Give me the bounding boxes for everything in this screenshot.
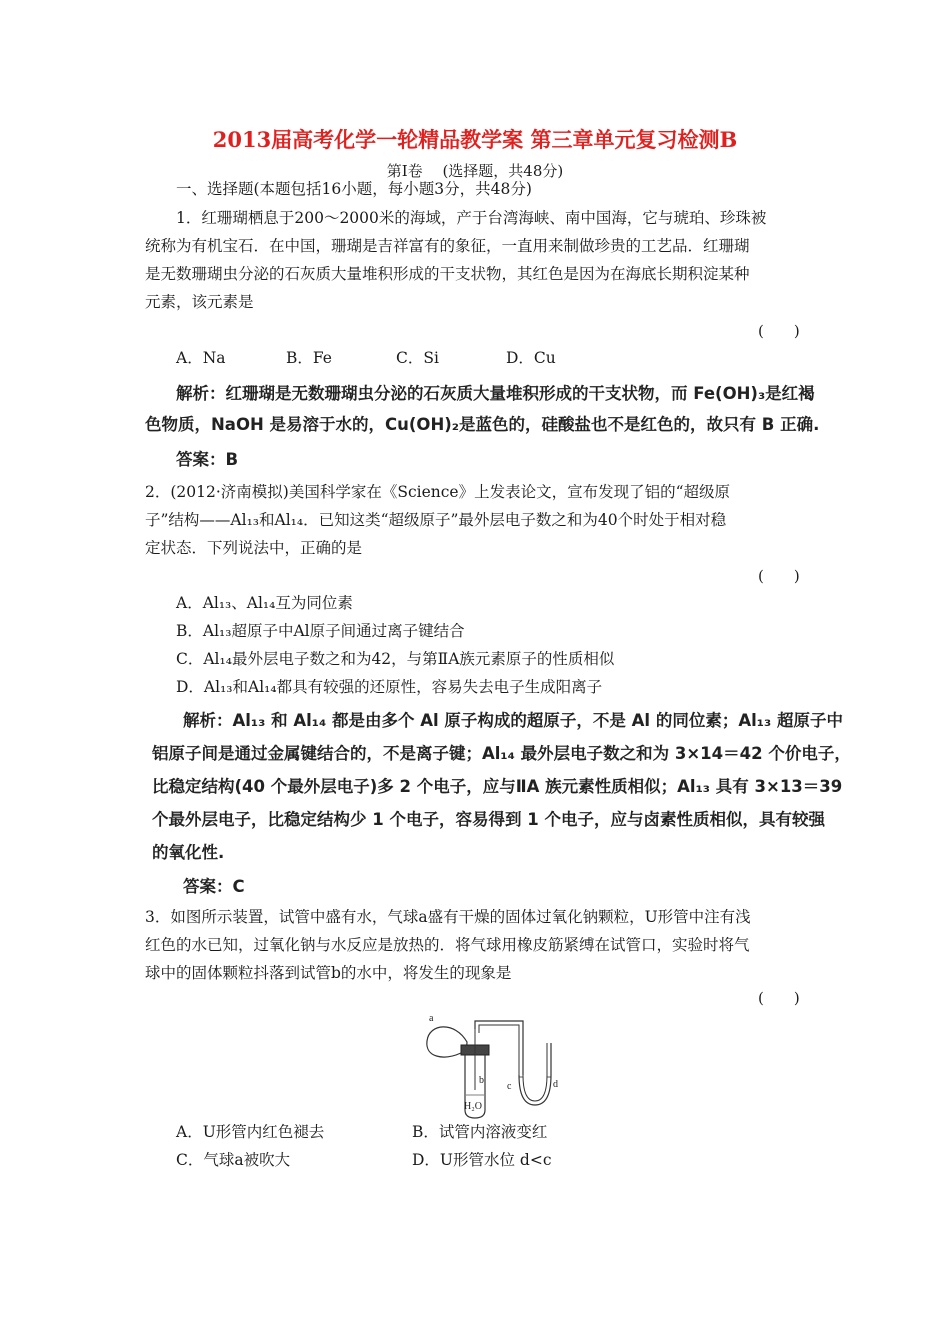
u-tube bbox=[519, 1043, 551, 1105]
question-2-line: 2．(2012·济南模拟)美国科学家在《Science》上发表论文，宣布发现了铝的“超级原 bbox=[145, 483, 731, 501]
analysis-line: 铝原子间是通过金属键结合的，不是离子键；Al₁₄ 最外层电子数之和为 3×14＝42 个价电子， bbox=[152, 744, 851, 763]
volume-heading: 第Ⅰ卷 (选择题，共48分) bbox=[386, 162, 564, 180]
question-2-line: 定状态．下列说法中，正确的是 bbox=[145, 539, 363, 557]
answer-text: 答案：B bbox=[176, 450, 239, 469]
question-1-line: 1．红珊瑚栖息于200～2000米的海域，产于台湾海峡、南中国海，它与琥珀、珍珠被 bbox=[176, 209, 767, 227]
option-d: D．U形管水位 d<c bbox=[412, 1151, 552, 1169]
answer-text: 答案：C bbox=[183, 877, 245, 896]
label-a: a bbox=[429, 1015, 434, 1024]
analysis-line: 个最外层电子，比稳定结构少 1 个电子，容易得到 1 个电子，应与卤素性质相似，具有较强 bbox=[152, 810, 825, 829]
option-a: A．U形管内红色褪去 bbox=[176, 1123, 325, 1141]
option-d: D．Al₁₃和Al₁₄都具有较强的还原性，容易失去电子生成阳离子 bbox=[176, 678, 603, 696]
option-b: B．试管内溶液变红 bbox=[412, 1123, 548, 1141]
apparatus-diagram bbox=[415, 1015, 575, 1120]
answer-paren: ( ) bbox=[758, 322, 800, 340]
analysis-line: 比稳定结构(40 个最外层电子)多 2 个电子，应与ⅡA 族元素性质相似；Al₁₃ 具有 3×13＝39 bbox=[152, 777, 843, 796]
label-c: c bbox=[507, 1081, 512, 1092]
option-a: A．Na bbox=[176, 349, 226, 367]
question-1-line: 统称为有机宝石．在中国，珊瑚是吉祥富有的象征，一直用来制做珍贵的工艺品．红珊瑚 bbox=[145, 237, 750, 255]
analysis-line: 解析：Al₁₃ 和 Al₁₄ 都是由多个 Al 原子构成的超原子，不是 Al 的同位素；Al₁₃ 超原子中 bbox=[183, 711, 843, 730]
label-b: b bbox=[479, 1075, 484, 1086]
section-heading: 一、选择题(本题包括16小题，每小题3分，共48分) bbox=[176, 180, 532, 198]
option-b: B．Fe bbox=[286, 349, 332, 367]
option-c: C．Si bbox=[396, 349, 439, 367]
document-title: 2013届高考化学一轮精品教学案 第三章单元复习检测B bbox=[212, 127, 738, 152]
question-1-line: 元素，该元素是 bbox=[145, 293, 254, 311]
question-3-line: 红色的水已知，过氧化钠与水反应是放热的．将气球用橡皮筋紧缚在试管口，实验时将气 bbox=[145, 936, 750, 954]
option-c: C．Al₁₄最外层电子数之和为42，与第ⅡA族元素原子的性质相似 bbox=[176, 650, 615, 668]
question-3-line: 球中的固体颗粒抖落到试管b的水中，将发生的现象是 bbox=[145, 964, 512, 982]
analysis-line: 的氧化性. bbox=[152, 843, 225, 862]
question-1-line: 是无数珊瑚虫分泌的石灰质大量堆积形成的干支状物，其红色是因为在海底长期积淀某种 bbox=[145, 265, 750, 283]
question-2-line: 子”结构——Al₁₃和Al₁₄．已知这类“超级原子”最外层电子数之和为40个时处于相对稳 bbox=[145, 511, 727, 529]
option-b: B．Al₁₃超原子中Al原子间通过离子键结合 bbox=[176, 622, 465, 640]
answer-paren: ( ) bbox=[758, 567, 800, 585]
answer-paren: ( ) bbox=[758, 989, 800, 1007]
analysis-line: 色物质，NaOH 是易溶于水的，Cu(OH)₂是蓝色的，硅酸盐也不是红色的，故只有 B 正确. bbox=[145, 415, 820, 434]
question-3-line: 3．如图所示装置，试管中盛有水，气球a盛有干燥的固体过氧化钠颗粒，U形管中注有浅 bbox=[145, 908, 751, 926]
option-a: A．Al₁₃、Al₁₄互为同位素 bbox=[176, 594, 353, 612]
label-d: d bbox=[553, 1079, 558, 1090]
option-c: C．气球a被吹大 bbox=[176, 1151, 291, 1169]
label-water: H₂O bbox=[464, 1101, 482, 1112]
analysis-line: 解析：红珊瑚是无数珊瑚虫分泌的石灰质大量堆积形成的干支状物，而 Fe(OH)₃是红褐 bbox=[176, 384, 815, 403]
option-d: D．Cu bbox=[506, 349, 556, 367]
